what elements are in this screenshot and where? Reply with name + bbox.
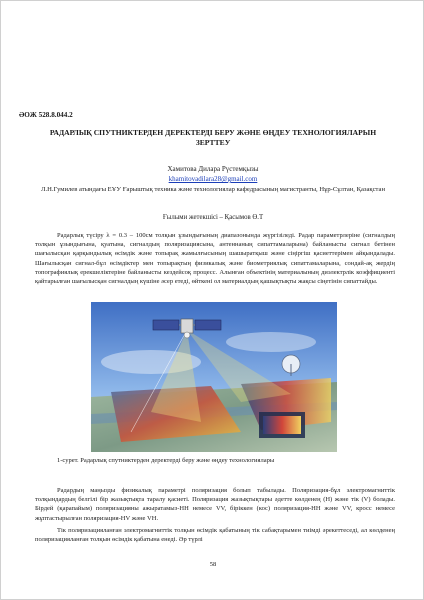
figure-1-caption: 1-сурет. Радарлық спутниктерден деректерді беру және өңдеу технологиялары [57, 457, 275, 464]
affiliation: Л.Н.Гумилев атындағы ЕҰУ Ғарыштық техника және технологиялар кафедрасының магистранты, Нұр-Сұлтан, Қазақстан [41, 186, 385, 193]
author-email-link[interactable]: khamitovadilara28@gmail.com [168, 175, 258, 183]
paragraph-vertical-polarization: Тік поляризацияланған электромагниттік толқын өсімдік қабатының тік сабақтарымен тиімді әрекеттеседі, ал көлденең поляризацияланған толқын өсімдік қабатына енеді. Әр түрлі [35, 527, 395, 544]
author-name: Хамитова Дилара Рүстемқызы [167, 165, 259, 173]
figure-1-illustration [91, 302, 337, 452]
udc-code: ӘОЖ 528.8.044.2 [19, 111, 73, 119]
paper-title: РАДАРЛЫҚ СПУТНИКТЕРДЕН ДЕРЕКТЕРДІ БЕРУ ЖӘНЕ ӨҢДЕУ ТЕХНОЛОГИЯЛАРЫН ЗЕРТТЕУ [49, 128, 377, 147]
paragraph-polarization: Радардың маңызды физикалық параметрі поляризация болып табылады. Поляризация-бұл электромагниттік толқындардың белгілі бір жазықтықта таралу қасиеті. Поляризация жазықтықтары әдетте көлденең (Н) және тік (V) болады. Бірдей (қарапайым) поляризацияны ажыратамыз-НН немесе VV, біріккен (кос) поляризация-НН және VV, кросс немесе жұптастырылған поляризация-HV және VH. [35, 487, 395, 522]
author-block [41, 164, 385, 184]
figure-1 [91, 302, 337, 452]
data-panel-image [263, 416, 301, 434]
cloud [226, 332, 316, 352]
page-number: 58 [209, 561, 217, 568]
paragraph-intro: Радарлық түсіру λ = 0.3 – 100см толқын ұзындығының диапазонында жүргізіледі. Радар параметрлеріне (сигналдың толқын ұзындығына, қуатына, сигналдың поляризациясына, антеннаның сипаттамаларына) байланысты сигнал бетінен шағылысқан қарқындылық өсімдік және топырақ жамылғысының шашыратқыш және сіңіргіш қасиеттерімен айқындалады. Шағылысқан сигнал-бұл өсімдіктер мен топырақтың физикалық және биометриялық сипаттамаларына, сондай-ақ жердің топографиялық ерекшеліктеріне байланысты кездейсоқ процесс. Алынған объектінің материалының диэлектрлік коэффициенті қайтарылған шағылысқан сигналдың күшіне әсер етеді, өйткені ол материалдың қашықтықты жақсы сіңетінін сипаттайды. [35, 232, 395, 286]
advisor: Ғылыми жетекшісі – Қасымов Ө.Т [162, 214, 264, 221]
